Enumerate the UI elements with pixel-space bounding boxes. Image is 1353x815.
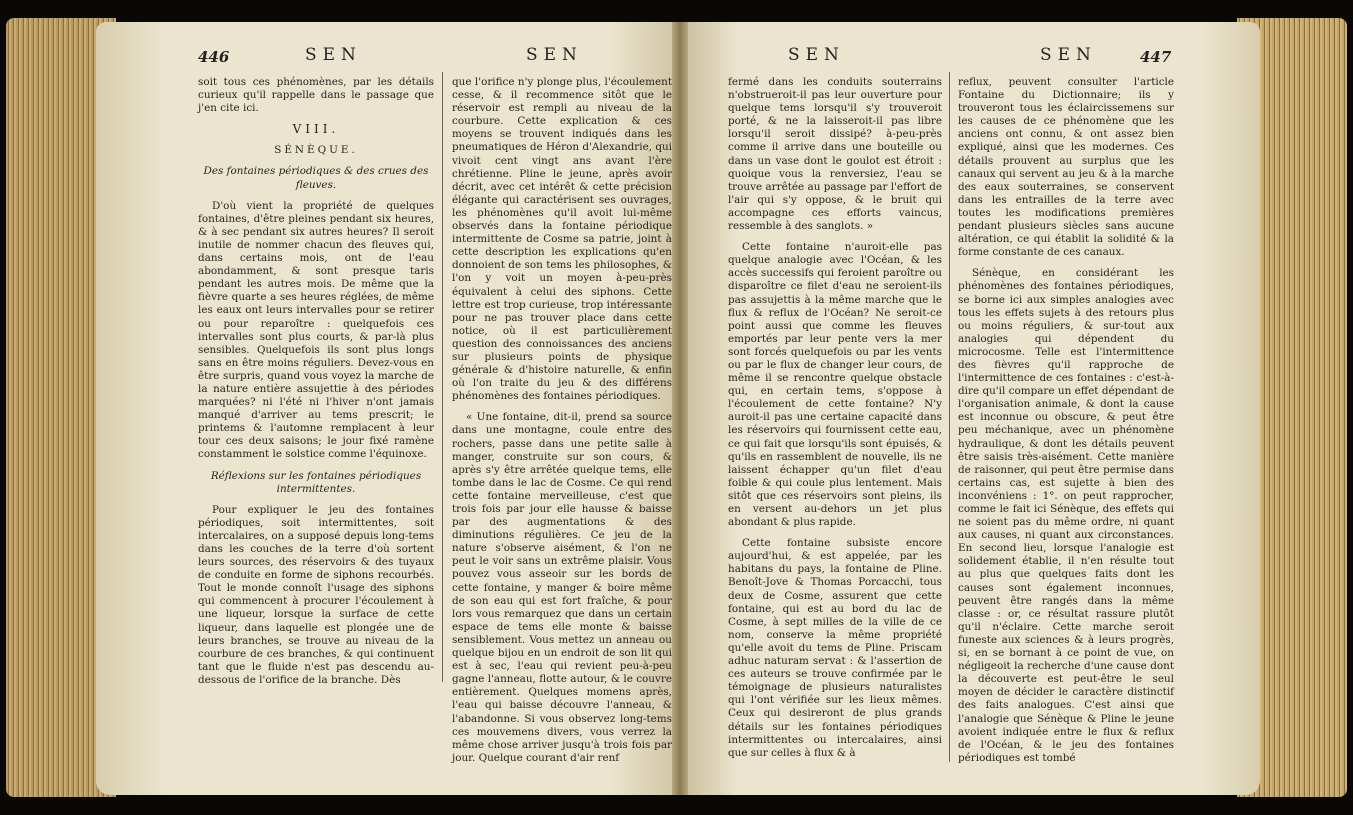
paragraph: que l'orifice n'y plonge plus, l'écoulement cesse, & il recommence sitôt que le réservoir est rempli au niveau de la courbure. Cette explication & ces moyens se trouvent indiqués dans les pneumatiques de Héron d'Alexandrie, qui vivoit cent vingt ans avant l'ère chrétienne. Pline le jeune, après avoir décrit, avec cet intérêt & cette précision élégante qui caractérisent ses ouvrages, les phénomènes qu'il avoit lui-même observés dans la fontaine périodique intermittente de Cosme sa patrie, joint à cette description les explications qu'en donnoient de son tems les philosophes, & l'on y voit un moyen à-peu-près équivalent à celui des siphons. Cette lettre est trop curieuse, trop intéressante pour ne pas trouver place dans cette notice, où il est particulièrement question des connoissances des anciens sur plusieurs points de physique générale & d'histoire naturelle, & enfin où l'on traite du jeu & des différens phénomènes des fontaines périodiques. <box>452 76 672 403</box>
running-head-left-2: SEN <box>526 45 583 65</box>
paragraph: Cette fontaine n'auroit-elle pas quelque analogie avec l'Océan, & les accès successifs qui feroient paroître ou disparoître ce filet d'eau ne seroient-ils pas assujettis à la même marche que le flux & reflux de l'Océan? Ne seroit-ce point aussi que comme les fleuves emportés par leur pente vers la mer sont forcés quelquefois ou par les vents ou par le flux de changer leur cours, de même il se rencontre quelque obstacle qui, en certain tems, s'oppose à l'écoulement de cette fontaine? N'y auroit-il pas une certaine capacité dans les réservoirs qui fournissent cette eau, ce qui fait que lorsqu'ils sont épuisés, & qu'ils en rassemblent de nouvelle, ils ne laissent échapper qu'un filet d'eau foible & qui coule plus lentement. Mais sitôt que ces réservoirs sont pleins, ils en versent au-dehors un jet plus abondant & plus rapide. <box>728 241 942 529</box>
page-number-left: 446 <box>198 48 230 66</box>
paragraph: Pour expliquer le jeu des fontaines périodiques, soit intermittentes, soit intercalaires, on a supposé depuis long-tems dans les couches de la terre d'où sortent leurs sources, des réservoirs & des tuyaux de conduite en forme de siphons recourbés. Tout le monde connoît l'usage des siphons qui commencent à procurer l'écoulement à une liqueur, lorsque la surface de cette liqueur, dans laquelle est plongée une de leurs branches, se trouve au niveau de la courbure de ces branches, & qui continuent tant que le fluide n'est pas descendu au-dessous de l'orifice de la branche. Dès <box>198 503 434 686</box>
paragraph: « Une fontaine, dit-il, prend sa source dans une montagne, coule entre des rochers, passe dans une petite salle à manger, construite sur son cours, & après s'y être arrêtée quelque tems, elle tombe dans le lac de Cosme. Ce qui rend cette fontaine merveilleuse, c'est que trois fois par jour elle hausse & baisse par des augmentations & des diminutions régulières. Ce jeu de la nature s'observe aisément, & l'on ne peut le voir sans un extrême plaisir. Vous pouvez vous asseoir sur les bords de cette fontaine, y manger & boire même de son eau qui est fort fraîche, & pour lors vous remarquez que dans un certain espace de tems elle monte & baisse sensiblement. Vous mettez un anneau ou quelque bijou en un endroit de son lit qui est à sec, l'eau qui revient peu-à-peu gagne l'anneau, flotte autour, & le couvre entièrement. Quelques momens après, l'eau qui baisse découvre l'anneau, & l'abandonne. Si vous observez long-tems ces mouvemens divers, vous verrez la même chose arriver jusqu'à trois fois par jour. Quelque courant d'air renf <box>452 411 672 764</box>
paragraph: Sénèque, en considérant les phénomènes des fontaines périodiques, se borne ici aux simples analogies avec tous les effets sujets à des retours plus ou moins réguliers, & sur-tout aux analogies qui dépendent du microcosme. Telle est l'intermittence des fièvres qu'il rapproche de l'intermittence de ces fontaines : c'est-à-dire qu'il compare un effet dépendant de l'organisation animale, & dont la cause est inconnue ou obscure, & peut être peu méchanique, avec un phénomène hydraulique, & dont les détails peuvent être saisis très-aisément. Cette manière de raisonner, qui peut être permise dans certains cas, est sujette à bien des inconvéniens : 1°. on peut rapprocher, comme le fait ici Sénèque, des effets qui ne soient pas du même ordre, ni quant aux causes, ni quant aux circonstances. En second lieu, lorsque l'analogie est solidement établie, il n'en résulte tout au plus que quelques faits dont les causes sont également inconnues, peuvent être rangés dans la même classe : or, ce résultat rassure plutôt qu'il n'éclaire. Cette marche seroit funeste aux sciences & à leurs progrès, si, en se bornant à ce point de vue, on négligeoit la recherche d'une cause dont la découverte est peut-être le seul moyen de décider le caractère distinctif des faits analogues. C'est ainsi que l'analogie que Sénèque & Pline le jeune avoient indiquée entre le flux & reflux de l'Océan, & le jeu des fontaines périodiques est tombé <box>958 267 1174 764</box>
text-column-4 <box>958 76 1174 773</box>
book-gutter <box>672 22 688 795</box>
text-column-3 <box>728 76 942 768</box>
section-title: Des fontaines périodiques & des crues des fleuves. <box>203 165 429 191</box>
paragraph: reflux, peuvent consulter l'article Fontaine du Dictionnaire; ils y trouveront tous les éclaircissemens sur les causes de ce phénomène que les anciens ont connu, & ont assez bien expliqué, ainsi que les modernes. Ces détails prouvent au surplus que les canaux qui servent au jeu & à la marche des eaux souterraines, se conservent dans les entrailles de la terre avec toutes les modifications premières pendant plusieurs siècles sans aucune altération, ce qui établit la solidité & la forme constante de ces canaux. <box>958 76 1174 259</box>
running-head-right-2: SEN <box>1040 45 1097 65</box>
paragraph: D'où vient la propriété de quelques fontaines, d'être pleines pendant six heures, & à sec pendant six autres heures? Il seroit inutile de nommer chacun des fleuves qui, dans certains mois, ont de l'eau abondamment, & sont presque taris pendant les autres mois. De même que la fièvre quarte a ses heures réglées, de même les eaux ont leurs intervalles pour se retirer ou pour reparoître : quelquefois ces intervalles sont plus courts, & par-là plus sensibles. Quelquefois ils sont plus longs sans en être moins réguliers. Devez-vous en être surpris, quand vous voyez la marche de la nature entière assujettie à des périodes marquées? ni l'été ni l'hiver n'ont jamais manqué d'arriver au tems prescrit; le printems & l'automne remplacent à leur tour ces deux saisons; le jour fixé ramène constamment le solstice comme l'équinoxe. <box>198 199 434 461</box>
section-number: VIII. <box>292 122 340 137</box>
paragraph: soit tous ces phénomènes, par les détails curieux qu'il rappelle dans le passage que j'en cite ici. <box>198 76 434 115</box>
column-rule-left <box>442 72 443 682</box>
section-author: SÉNÈQUE. <box>274 144 358 157</box>
running-head-left-1: SEN <box>305 45 362 65</box>
page-number-right: 447 <box>1140 48 1172 66</box>
paragraph: Cette fontaine subsiste encore aujourd'hui, & est appelée, par les habitans du pays, la fontaine de Pline. Benoît-Jove & Thomas Porcacchi, tous deux de Cosme, assurent que cette fontaine, qui est au bord du lac de Cosme, à sept milles de la ville de ce nom, conserve la même propriété qu'elle avoit du tems de Pline. Priscam adhuc naturam servat : & l'assertion de ces auteurs se trouve confirmée par le témoignage de plusieurs naturalistes qui l'ont vérifiée sur les lieux mêmes. Ceux qui desireront de plus grands détails sur les fontaines périodiques intermittentes ou intercalaires, ainsi que sur celles à flux & à <box>728 537 942 759</box>
text-column-2 <box>452 76 672 773</box>
text-column-1 <box>198 76 434 695</box>
section-title: Réflexions sur les fontaines périodiques intermittentes. <box>210 469 422 495</box>
column-rule-right <box>949 72 950 762</box>
paragraph: fermé dans les conduits souterrains n'obstrueroit-il pas leur ouverture pour quelque tems lorsqu'il s'y trouveroit porté, & ne la laisseroit-il pas libre lorsqu'il seroit dissipé? à-peu-près comme il arrive dans une bouteille ou dans un vase dont le goulot est étroit : quoique vous la renversiez, l'eau se trouve arrêtée au passage par l'effort de l'air qui s'y oppose, & le bruit qui accompagne ces efforts vaincus, ressemble à des sanglots. » <box>728 76 942 233</box>
running-head-right-1: SEN <box>788 45 845 65</box>
